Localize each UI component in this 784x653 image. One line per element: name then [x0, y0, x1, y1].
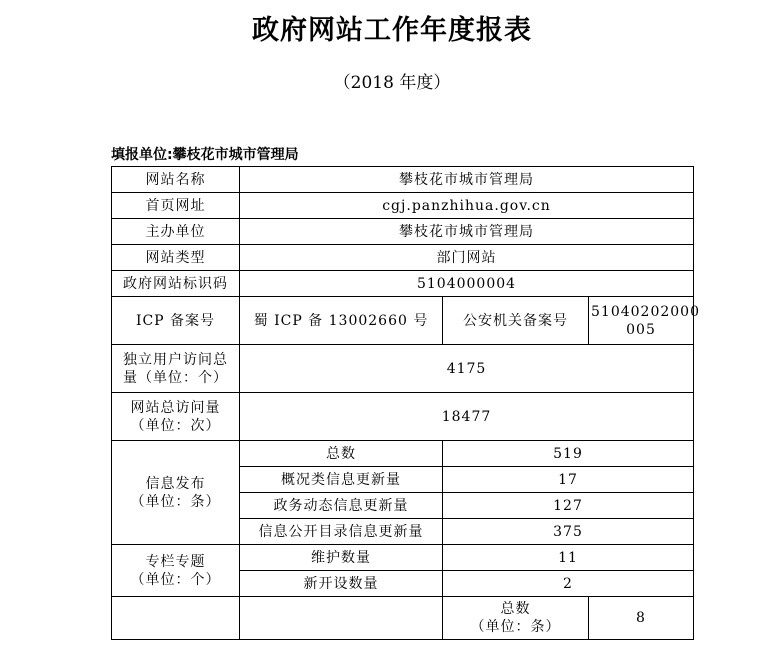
sponsor-value: 攀枝花市城市管理局 — [240, 219, 694, 245]
total-visits-label-line2: （单位：次） — [130, 417, 221, 434]
table-row — [112, 545, 694, 571]
columns-label — [112, 545, 240, 597]
police-record-value-line1: 51040202000 — [591, 303, 700, 320]
icp-label: ICP 备案号 — [112, 297, 240, 345]
table-row — [112, 393, 694, 441]
columns-new-value: 2 — [443, 571, 694, 597]
last-total-label — [443, 597, 589, 640]
table-row — [112, 345, 694, 393]
table-row — [112, 271, 694, 297]
table-row — [112, 219, 694, 245]
columns-maintained-value: 11 — [443, 545, 694, 571]
columns-label-line2: （单位：个） — [130, 571, 221, 588]
reporting-unit: 填报单位:攀枝花市城市管理局 — [111, 147, 299, 163]
news-update-label: 政务动态信息更新量 — [240, 493, 443, 519]
unique-visitors-label-line2: 量（单位：个） — [123, 369, 228, 386]
columns-label-line1: 专栏专题 — [145, 553, 206, 570]
report-year: （2018 年度） — [333, 73, 451, 93]
site-name-value: 攀枝花市城市管理局 — [240, 167, 694, 193]
info-total-label: 总数 — [240, 441, 443, 467]
info-publish-label-line2: （单位：条） — [130, 493, 221, 510]
site-name-label: 网站名称 — [112, 167, 240, 193]
site-id-value: 5104000004 — [240, 271, 694, 297]
total-visits-label-line1: 网站总访问量 — [130, 399, 221, 416]
unique-visitors-label — [112, 345, 240, 393]
empty-cell — [240, 597, 443, 640]
table-row — [112, 597, 694, 640]
unique-visitors-label-line1: 独立用户访问总 — [123, 351, 228, 368]
sponsor-label: 主办单位 — [112, 219, 240, 245]
last-total-label-line1: 总数 — [500, 601, 531, 617]
last-total-label-line2: （单位：条） — [470, 619, 561, 635]
table-row — [112, 193, 694, 219]
total-visits-value: 18477 — [240, 393, 694, 441]
overview-update-label: 概况类信息更新量 — [240, 467, 443, 493]
last-total-value: 8 — [589, 597, 694, 640]
home-url-value: cgj.panzhihua.gov.cn — [240, 193, 694, 219]
home-url-label: 首页网址 — [112, 193, 240, 219]
empty-cell — [112, 597, 240, 640]
catalog-update-label: 信息公开目录信息更新量 — [240, 519, 443, 545]
report-title: 政府网站工作年度报表 — [252, 15, 532, 46]
table-row — [112, 245, 694, 271]
table-row — [112, 167, 694, 193]
unique-visitors-value: 4175 — [240, 345, 694, 393]
site-id-label: 政府网站标识码 — [112, 271, 240, 297]
report-table — [111, 166, 700, 640]
total-visits-label — [112, 393, 240, 441]
table-row — [112, 297, 694, 345]
news-update-value: 127 — [443, 493, 694, 519]
site-type-label: 网站类型 — [112, 245, 240, 271]
columns-maintained-label: 维护数量 — [240, 545, 443, 571]
site-type-value: 部门网站 — [240, 245, 694, 271]
icp-value: 蜀 ICP 备 13002660 号 — [240, 297, 443, 345]
police-record-value — [589, 297, 700, 345]
overview-update-value: 17 — [443, 467, 694, 493]
catalog-update-value: 375 — [443, 519, 694, 545]
columns-new-label: 新开设数量 — [240, 571, 443, 597]
table-row — [112, 441, 694, 467]
info-publish-label — [112, 441, 240, 545]
info-total-value: 519 — [443, 441, 694, 467]
info-publish-label-line1: 信息发布 — [145, 475, 206, 492]
police-record-label: 公安机关备案号 — [443, 297, 589, 345]
police-record-value-line2: 005 — [626, 321, 656, 338]
